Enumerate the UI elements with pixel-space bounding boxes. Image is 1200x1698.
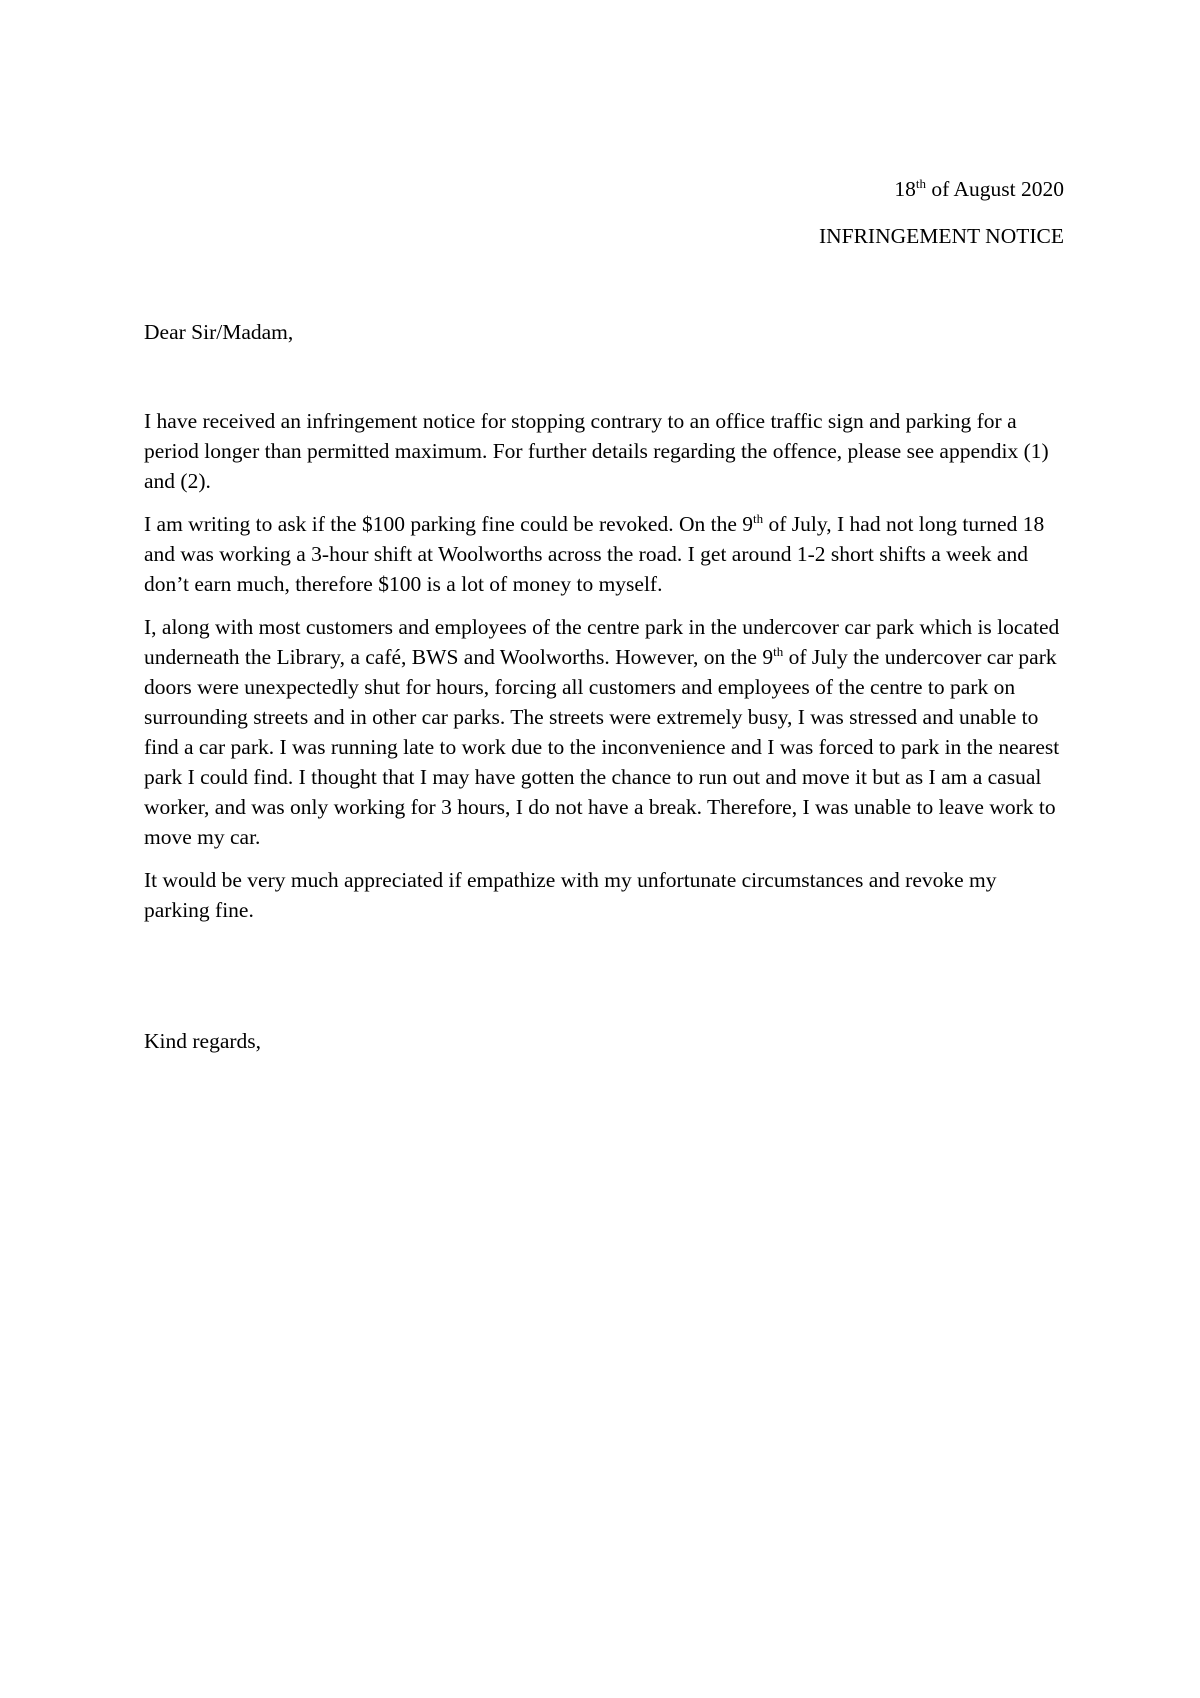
letter-closing: Kind regards,	[144, 1029, 262, 1053]
paragraph-2-part-2: of July, I had not long turned 18 and was working a 3-hour shift at Woolworths across the road. I get around 1-2 short shifts a week and don’t earn much, therefore $100 is a lot of money to myself.	[144, 512, 1045, 596]
paragraph-3	[144, 612, 1060, 852]
date-day-suffix: th	[915, 175, 927, 191]
paragraph-2	[144, 509, 1060, 599]
date-month-year: of August 2020	[926, 177, 1064, 201]
letter-date	[894, 174, 1064, 204]
paragraph-3-part-1: I, along with most customers and employees of the centre park in the undercover car park which is located underneath the Library, a café, BWS and Woolworths. However, on the 9	[144, 615, 1060, 669]
paragraph-1: I have received an infringement notice for stopping contrary to an office traffic sign and parking for a period longer than permitted maximum. For further details regarding the offence, please see appendix (1) and (2).	[144, 409, 1049, 493]
paragraph-3-ordinal: th	[773, 643, 784, 659]
date-day: 18	[894, 177, 916, 201]
paragraph-3-part-2: of July the undercover car park doors were unexpectedly shut for hours, forcing all customers and employees of the centre to park on surrounding streets and in other car parks. The streets were extremely busy, I was stressed and unable to find a car park. I was running late to work due to the inconvenience and I was forced to park in the nearest park I could find. I thought that I may have gotten the chance to run out and move it but as I am a casual worker, and was only working for 3 hours, I do not have a break. Therefore, I was unable to leave work to move my car.	[144, 645, 1060, 849]
paragraph-4: It would be very much appreciated if empathize with my unfortunate circumstances and revoke my parking fine.	[144, 868, 997, 922]
paragraph-2-ordinal: th	[753, 510, 764, 526]
letter-subject: INFRINGEMENT NOTICE	[818, 224, 1064, 248]
letter-salutation: Dear Sir/Madam,	[144, 320, 294, 344]
letter-body	[144, 406, 1060, 938]
paragraph-2-part-1: I am writing to ask if the $100 parking fine could be revoked. On the 9	[144, 512, 754, 536]
